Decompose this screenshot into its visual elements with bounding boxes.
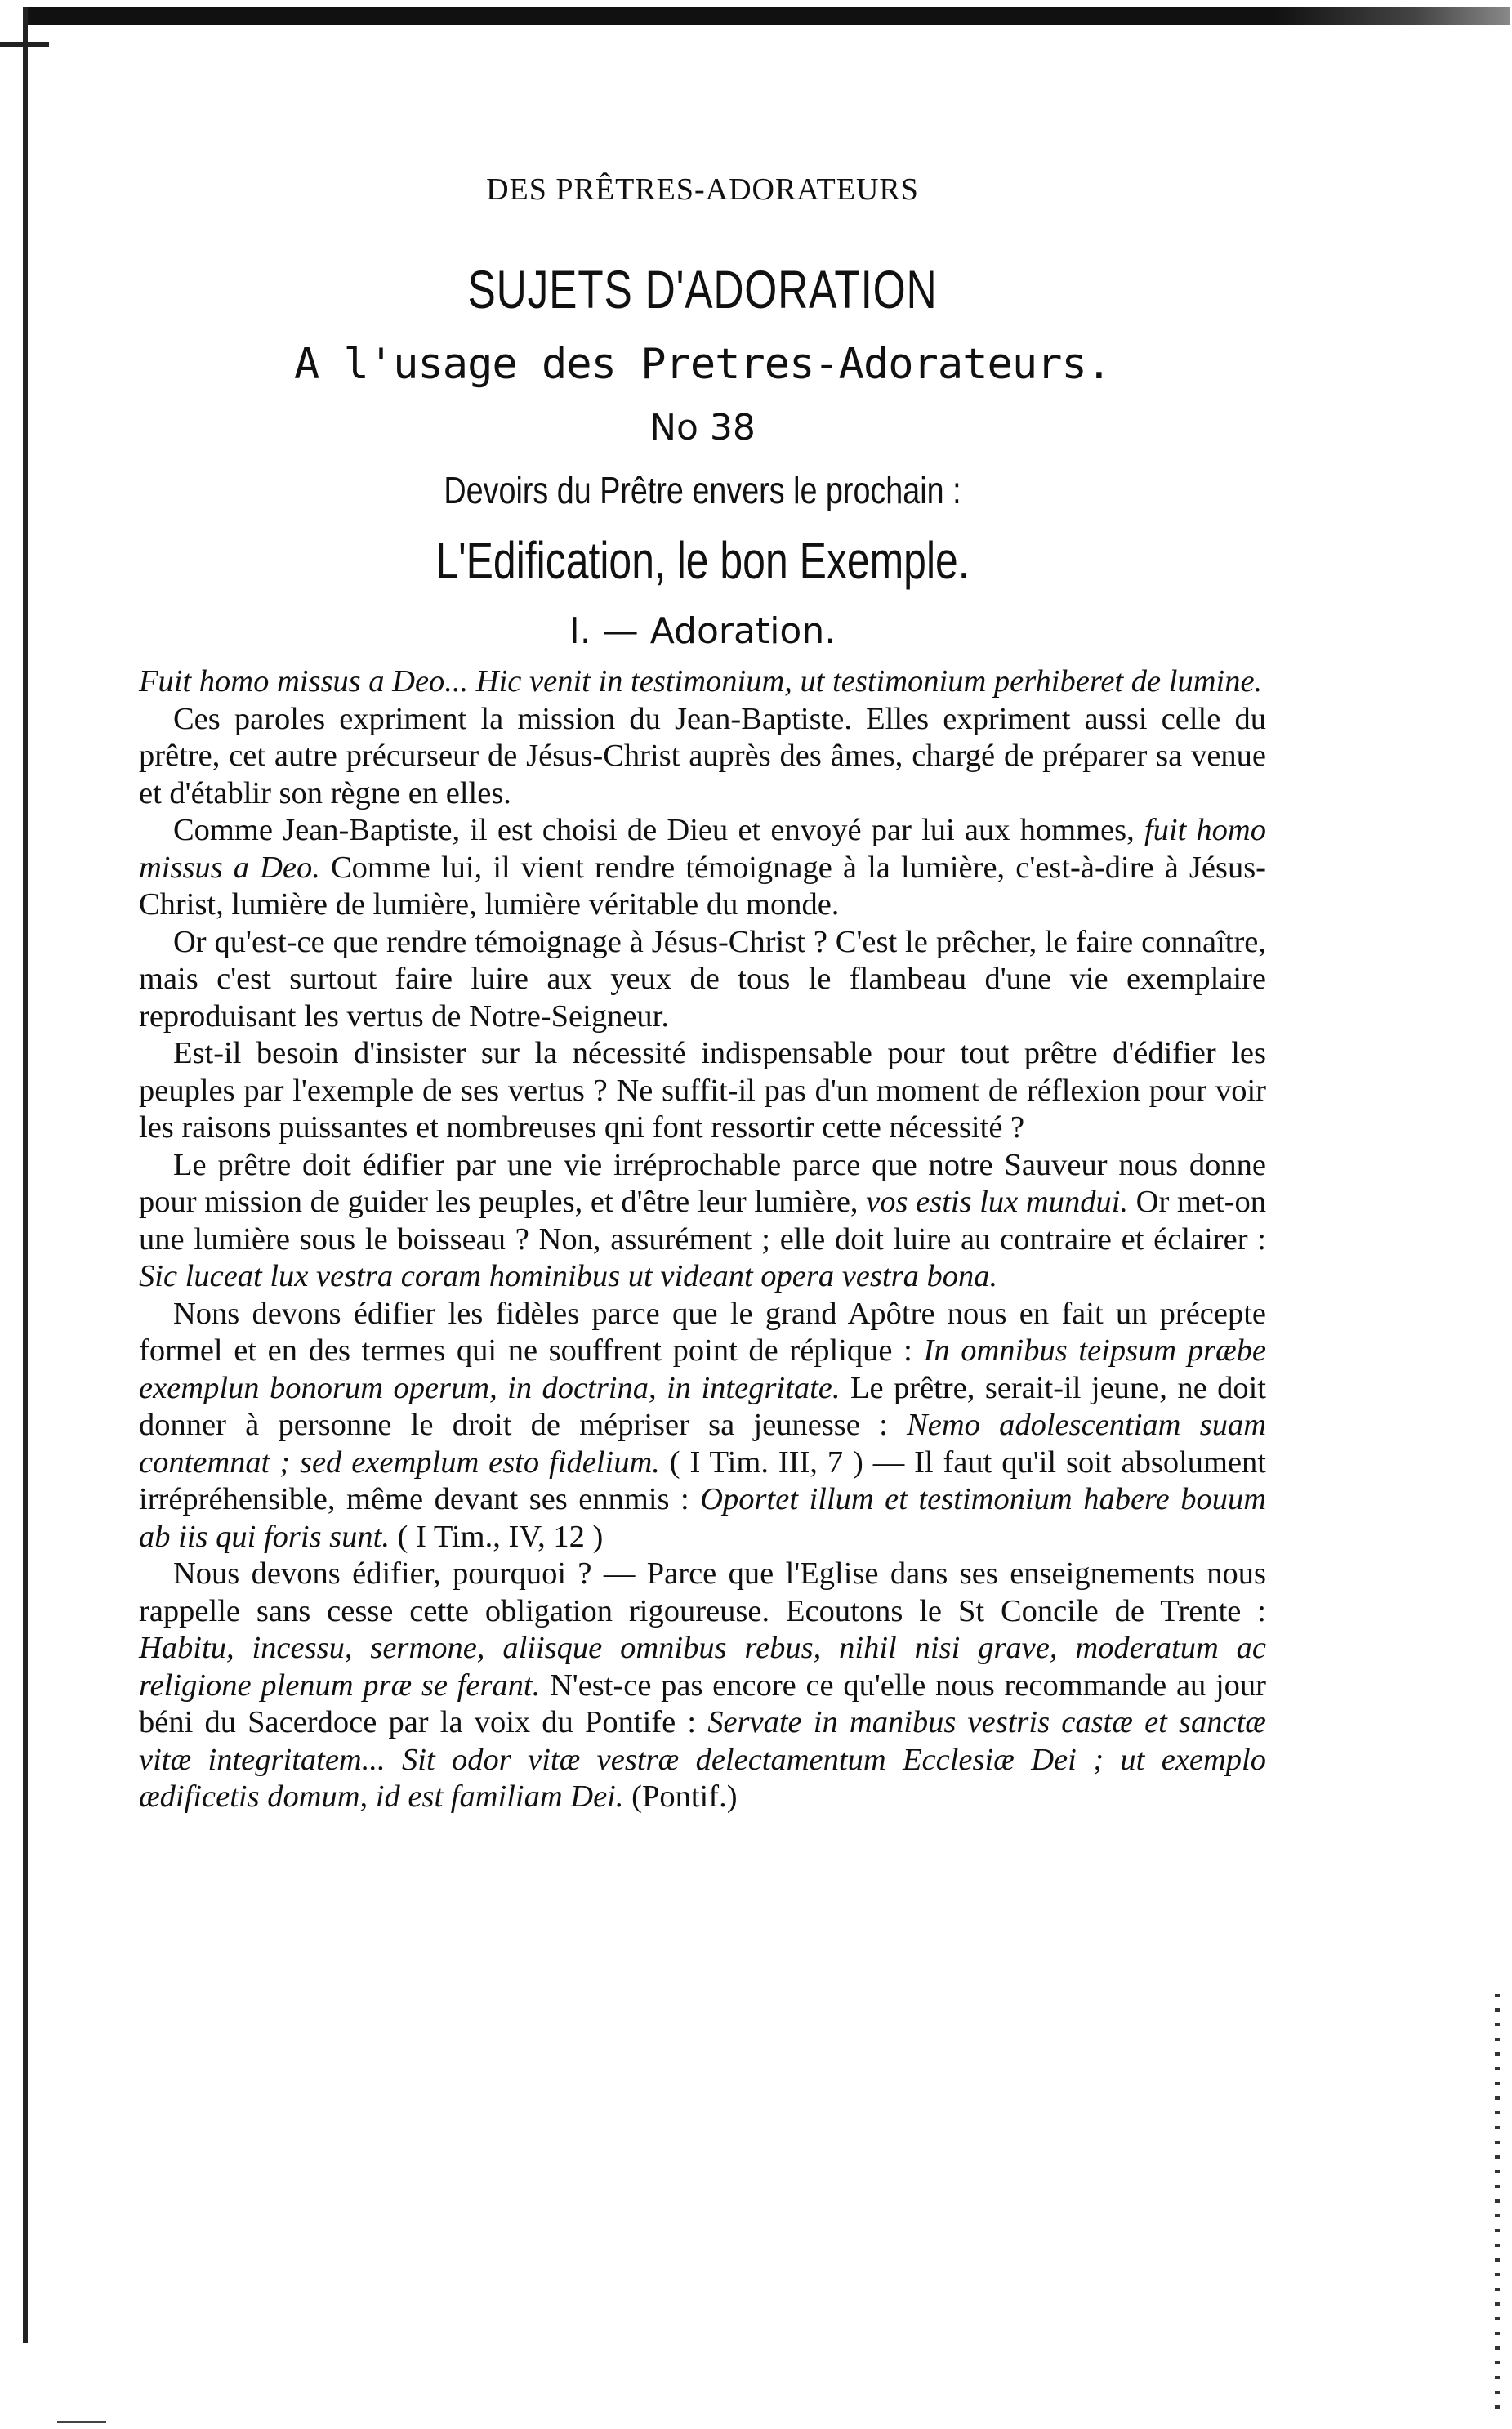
section-title: I. — Adoration. xyxy=(569,610,836,652)
text-segment: Nous devons édifier, pourquoi ? — Parce que l'Eglise dans ses enseignements nous rappelle sans cesse cette obligation rigoureuse. Ecoutons le St Concile de Trente : xyxy=(139,1556,1266,1628)
heading-line-1: Devoirs du Prêtre envers le prochain : xyxy=(444,469,961,511)
issue-number: No 38 xyxy=(649,407,756,449)
heading-line-2: L'Edification, le bon Exemple. xyxy=(435,531,970,590)
page-content xyxy=(139,172,1266,1816)
bottom-mark xyxy=(57,2421,106,2423)
text-segment: N'est-ce pas encore ce qu'elle nous recommande au jour béni du Sacerdoce par la voix du Pontife : xyxy=(139,1668,1267,1739)
text-segment: Comme Jean-Baptiste, il est choisi de Dieu et envoyé par lui aux hommes, xyxy=(173,813,1144,847)
latin-quote: Nemo adolescentiam suam contemnat ; sed exemplum esto fidelium. xyxy=(139,1408,1267,1480)
left-rule-corner xyxy=(0,42,49,47)
top-border-fade xyxy=(1274,7,1510,25)
paragraph-p2 xyxy=(139,701,1266,813)
paragraph-p1 xyxy=(139,663,1266,701)
latin-quote: Servate in manibus vestris castæ et sanctæ vitæ integritatem... Sit odor vitæ vestræ delectamentum Ecclesiæ Dei ; ut exemplo ædificetis domum, id est familiam Dei. xyxy=(139,1705,1266,1814)
paragraph-p7 xyxy=(139,1296,1266,1556)
paragraph-p5 xyxy=(139,1035,1266,1147)
text-segment: Le prêtre, serait-il jeune, ne doit donner à personne le droit de mépriser sa jeunesse : xyxy=(139,1370,1266,1442)
latin-quote: Sic luceat lux vestra coram hominibus ut videant opera vestra bona. xyxy=(139,1259,998,1293)
latin-quote: Habitu, incessu, sermone, aliisque omnibus rebus, nihil nisi grave, moderatum ac religione plenum præ se ferant. xyxy=(139,1631,1266,1703)
latin-quote: Oportet illum et testimonium habere bouum ab iis qui foris sunt. xyxy=(139,1482,1266,1554)
text-segment: Ces paroles expriment la mission du Jean-Baptiste. Elles expriment aussi celle du prêtre, cet autre précurseur de Jésus-Christ auprès des âmes, chargé de préparer sa venue et d'établir son règne en elles. xyxy=(139,701,1266,810)
text-segment: ( I Tim., IV, 12 ) xyxy=(390,1519,604,1554)
text-segment: Or qu'est-ce que rendre témoignage à Jésus-Christ ? C'est le prêcher, le faire connaître, mais c'est surtout faire luire aux yeux de tous le flambeau d'une vie exemplaire reproduisant les vertus de Notre-Seigneur. xyxy=(139,924,1266,1034)
latin-quote: In omnibus teipsum præbe exemplun bonorum operum, in doctrina, in integritate. xyxy=(139,1333,1267,1405)
text-segment: Est-il besoin d'insister sur la nécessité indispensable pour tout prêtre d'édifier les peuples par l'exemple de ses vertus ? Ne suffit-il pas d'un moment de réflexion pour voir les raisons puissantes et nombreuses qni font ressortir cette nécessité ? xyxy=(139,1036,1266,1145)
text-segment: Or met-on une lumière sous le boisseau ? Non, assurément ; elle doit luire au contraire et éclairer : xyxy=(139,1185,1266,1257)
paragraph-p8 xyxy=(139,1556,1266,1816)
text-segment: (Pontif.) xyxy=(623,1779,738,1814)
latin-quote: vos estis lux mundui. xyxy=(866,1185,1129,1219)
text-segment: Le prêtre doit édifier par une vie irréprochable parce que notre Sauveur nous donne pour mission de guider les peuples, et d'être leur lumière, xyxy=(139,1147,1266,1219)
body-text xyxy=(139,663,1266,1816)
main-title: SUJETS D'ADORATION xyxy=(467,259,938,319)
subtitle: A l'usage des Pretres-Adorateurs. xyxy=(293,340,1112,389)
text-segment: Comme lui, il vient rendre témoignage à la lumière, c'est-à-dire à Jésus-Christ, lumière de lumière, lumière véritable du monde. xyxy=(139,850,1266,922)
latin-quote: Fuit homo missus a Deo... Hic venit in testimonium, ut testimonium perhiberet de lumine. xyxy=(139,664,1263,699)
journal-title: DES PRÊTRES-ADORATEURS xyxy=(486,172,919,207)
paragraph-p3 xyxy=(139,812,1266,924)
text-segment: Nons devons édifier les fidèles parce que le grand Apôtre nous en fait un précepte formel et en des termes qui ne souffrent point de réplique : xyxy=(139,1296,1266,1368)
left-margin-rule xyxy=(23,7,28,2343)
paragraph-p4 xyxy=(139,924,1266,1036)
right-margin-marks xyxy=(1495,1994,1500,2418)
paragraph-p6 xyxy=(139,1147,1266,1296)
text-segment: ( I Tim. III, 7 ) — Il faut qu'il soit absolument irrépréhensible, même devant ses ennmis : xyxy=(139,1444,1266,1516)
latin-quote: fuit homo missus a Deo. xyxy=(139,813,1266,885)
